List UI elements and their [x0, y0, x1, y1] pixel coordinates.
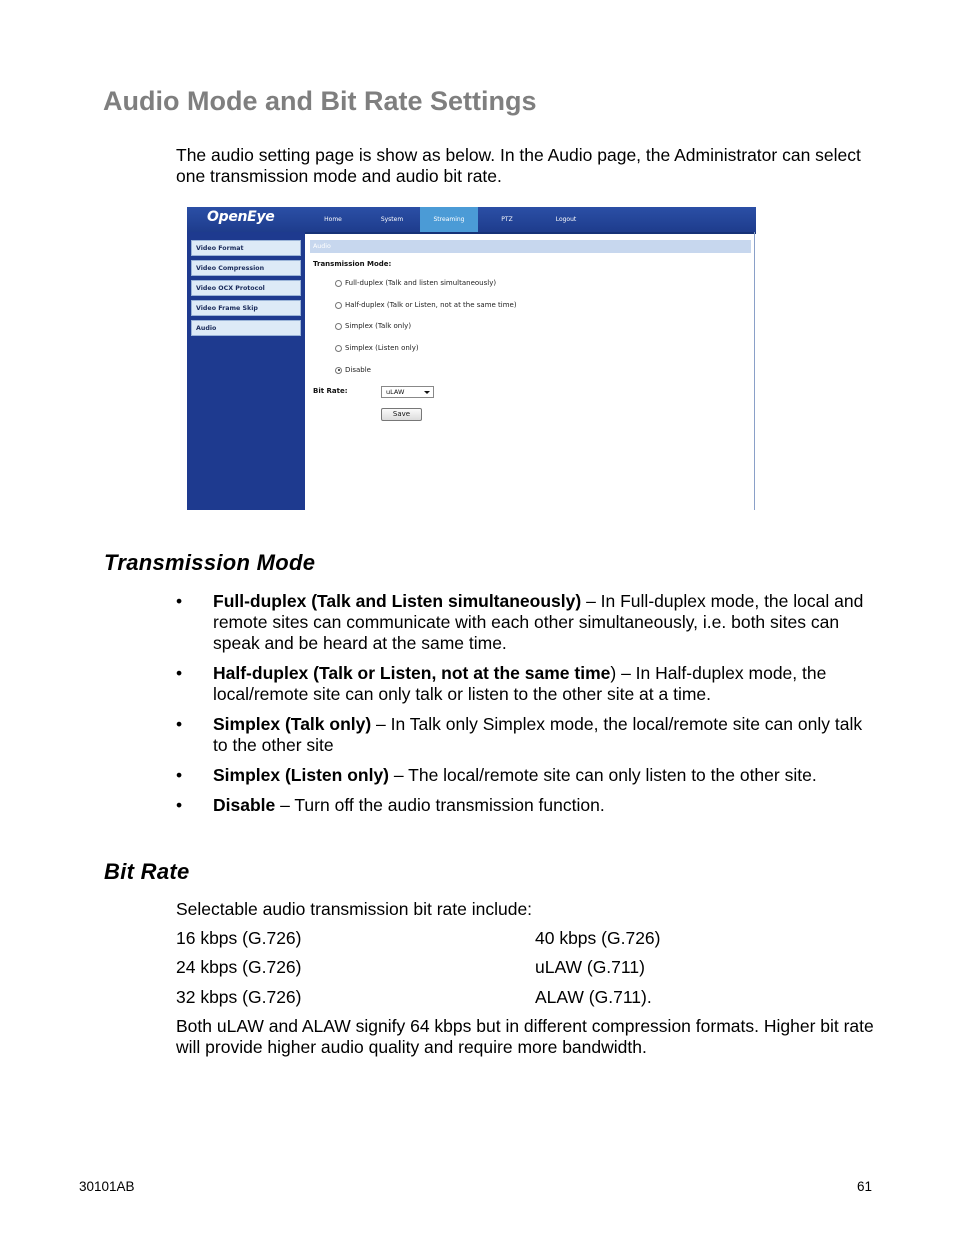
term: Disable	[213, 795, 276, 815]
description: – In Full-duplex mode, the local and remote sites can communicate with each other simultaneously, i.e. both sites can speak and be heard at the same time.	[213, 591, 864, 653]
bit-rate-option: 40 kbps (G.726)	[535, 928, 661, 948]
top-nav-bar	[187, 207, 756, 234]
radio-simplex-listen[interactable]	[335, 344, 419, 352]
list-item	[176, 795, 876, 816]
chevron-down-icon	[424, 391, 430, 394]
term: Full-duplex (Talk and Listen simultaneously)	[213, 591, 582, 611]
radio-simplex-talk[interactable]	[335, 322, 411, 330]
radio-disable[interactable]	[335, 366, 371, 374]
content-border	[754, 232, 755, 510]
radio-half-duplex[interactable]	[335, 301, 517, 309]
nav-streaming[interactable]: Streaming	[420, 207, 478, 232]
radio-full-duplex[interactable]	[335, 279, 496, 287]
nav-system[interactable]: System	[380, 216, 404, 223]
description: – In Talk only Simplex mode, the local/remote site can only talk to the other site	[213, 714, 863, 755]
radio-label: Simplex (Listen only)	[345, 344, 419, 352]
footer-doc-id: 30101AB	[79, 1179, 135, 1194]
bit-rate-label: Bit Rate:	[313, 387, 348, 395]
intro-paragraph: The audio setting page is show as below. In the Audio page, the Administrator can select one transmission mode and audio bit rate.	[176, 145, 861, 186]
description: ) – In Half-duplex mode, the local/remote site can only talk or listen to the other site at a time.	[213, 663, 827, 704]
term: Simplex (Talk only)	[213, 714, 372, 734]
bit-rate-option: 24 kbps (G.726)	[176, 957, 302, 977]
save-button[interactable]: Save	[381, 408, 422, 421]
description: – The local/remote site can only listen to the other site.	[389, 765, 817, 785]
sidebar-item-video-compression[interactable]: Video Compression	[191, 260, 301, 276]
footer-page-number: 61	[857, 1179, 873, 1194]
transmission-mode-label: Transmission Mode:	[313, 260, 392, 268]
bit-rate-intro: Selectable audio transmission bit rate include:	[176, 899, 533, 919]
bit-rate-heading: Bit Rate	[104, 859, 190, 884]
radio-circle-selected[interactable]	[335, 367, 342, 374]
list-item	[176, 714, 876, 756]
bit-rate-option: 16 kbps (G.726)	[176, 928, 302, 948]
bit-rate-option: 32 kbps (G.726)	[176, 987, 302, 1007]
transmission-mode-list	[176, 591, 876, 825]
term: Simplex (Listen only)	[213, 765, 389, 785]
term: Half-duplex (Talk or Listen, not at the same time	[213, 663, 611, 683]
bit-rate-option: ALAW (G.711).	[535, 987, 652, 1007]
radio-label: Simplex (Talk only)	[345, 322, 412, 330]
section-title-bar: Audio	[310, 240, 751, 253]
page-title: Audio Mode and Bit Rate Settings	[103, 86, 537, 116]
radio-circle[interactable]	[335, 302, 342, 309]
sidebar-item-video-ocx-protocol[interactable]: Video OCX Protocol	[191, 280, 301, 296]
sidebar-item-audio[interactable]: Audio	[191, 320, 301, 336]
nav-home[interactable]: Home	[324, 216, 342, 223]
list-item	[176, 591, 876, 654]
sidebar-item-video-format[interactable]: Video Format	[191, 240, 301, 256]
bit-rate-select[interactable]	[381, 386, 434, 398]
radio-label: Half-duplex (Talk or Listen, not at the same time)	[345, 301, 517, 309]
audio-settings-screenshot	[187, 207, 756, 510]
radio-label: Disable	[345, 366, 371, 374]
bit-rate-option: uLAW (G.711)	[535, 957, 645, 977]
description: – Turn off the audio transmission function.	[275, 795, 605, 815]
sidebar-item-video-frame-skip[interactable]: Video Frame Skip	[191, 300, 301, 316]
bit-rate-value: uLAW	[386, 388, 405, 396]
radio-circle[interactable]	[335, 280, 342, 287]
radio-label: Full-duplex (Talk and listen simultaneously)	[345, 279, 497, 287]
transmission-mode-heading: Transmission Mode	[104, 550, 316, 575]
openeye-logo: OpenEye	[207, 209, 275, 225]
nav-ptz[interactable]: PTZ	[501, 216, 513, 223]
radio-circle[interactable]	[335, 345, 342, 352]
list-item	[176, 663, 876, 705]
list-item	[176, 765, 876, 786]
nav-logout[interactable]: Logout	[555, 216, 577, 223]
radio-circle[interactable]	[335, 323, 342, 330]
bit-rate-note: Both uLAW and ALAW signify 64 kbps but in different compression formats. Higher bit rate will provide higher audio quality and require more bandwidth.	[176, 1016, 874, 1057]
